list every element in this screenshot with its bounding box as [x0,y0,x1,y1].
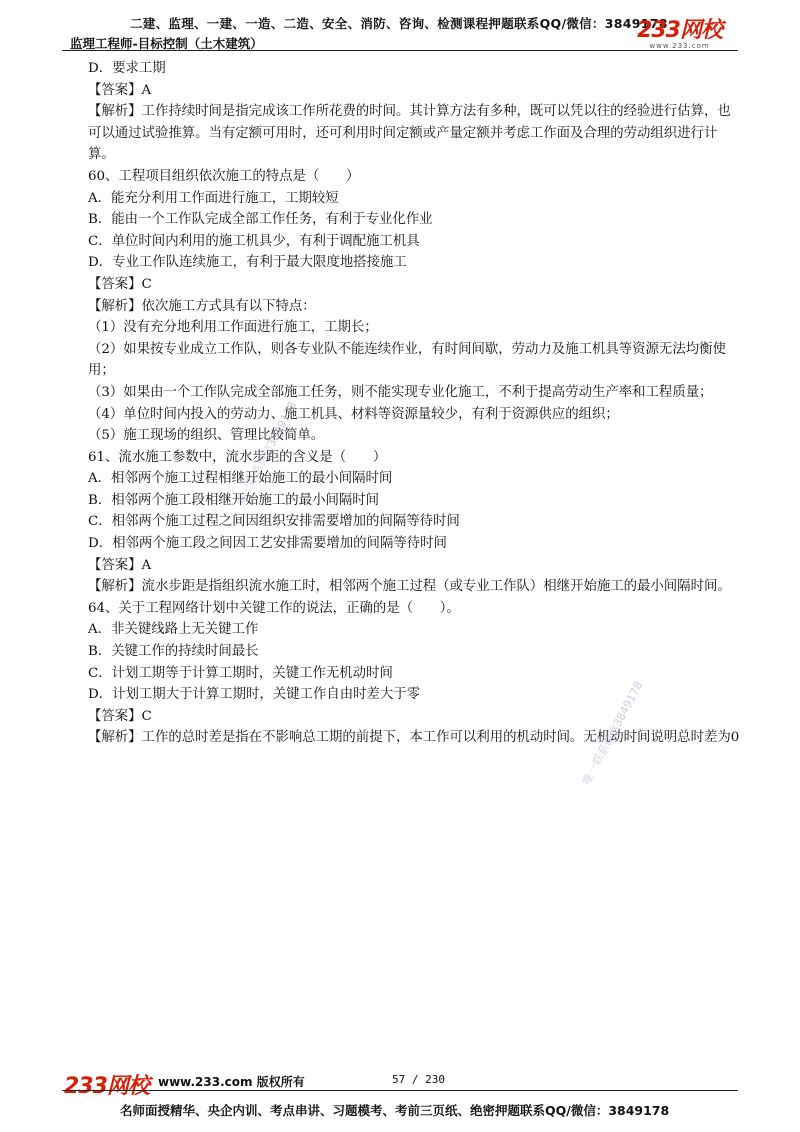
logo-url: www.233.com [649,42,710,50]
answer: 【答案】C [88,708,152,724]
option: A．相邻两个施工过程相继开始施工的最小间隔时间 [88,471,393,487]
document-body [88,58,743,749]
option: C．计划工期等于计算工期时，关键工作无机动时间 [88,665,393,681]
text-line: D．要求工期 [88,61,166,76]
answer: 【答案】A [88,557,152,573]
option: D．计划工期大于计算工期时，关键工作自由时差大于零 [88,687,421,703]
analysis: 【解析】工作的总时差是指在不影响总工期的前提下，本工作可以利用的机动时间。无机动时间说明总时差为0 [88,730,740,746]
question-title: 61、流水施工参数中，流水步距的含义是（ ） [88,449,387,465]
text-line: （4）单位时间内投入的劳动力、施工机具、材料等资源量较少，有利于资源供应的组织； [88,406,619,422]
option: C．单位时间内利用的施工机具少，有利于调配施工机具 [88,233,420,249]
text-line: （3）如果由一个工作队完成全部施工任务，则不能实现专业化施工，不利于提高劳动生产率和工程质量； [88,384,713,400]
footer-rule [62,1090,738,1091]
footer-site: www.233.com 版权所有 [158,1075,305,1089]
text-line: （1）没有充分地利用工作面进行施工，工期长； [88,320,378,336]
option: D．相邻两个施工段之间因工艺安排需要增加的间隔等待时间 [88,536,447,552]
option: C．相邻两个施工过程之间因组织安排需要增加的间隔等待时间 [88,514,460,530]
text-line: （5）施工现场的组织、管理比较简单。 [88,428,325,444]
footer-logo: 233网校 [64,1074,149,1099]
text-line: 【解析】工作持续时间是指完成该工作所花费的时间。其计算方法有多种，既可以凭以往的经验进行估算，也可以通过试验推算。当有定额可用时，还可利用时间定额或产量定额并考虑工作面及合理的劳动组织进行计算。 [88,104,731,163]
option: A．能充分利用工作面进行施工，工期较短 [88,190,339,206]
brand-logo [637,20,722,50]
analysis: 【解析】流水步距是指组织流水施工时，相邻两个施工过程（或专业工作队）相继开始施工的最小间隔时间。 [88,579,731,595]
option: B．相邻两个施工段相继开始施工的最小间隔时间 [88,492,380,508]
header-contact-line: 二建、监理、一建、一造、二造、安全、消防、咨询、检测课程押题联系QQ/微信：3849178 [130,16,668,31]
watermark: 唯一联系微信3849178 [233,399,300,508]
footer-contact-line: 名师面授精华、央企内训、考点串讲、习题模考、考前三页纸、绝密押题联系QQ/微信：3849178 [120,1103,670,1118]
text-line: 【答案】A [88,82,152,98]
option: D．专业工作队连续施工，有利于最大限度地搭接施工 [88,255,407,271]
question-title: 60、工程项目组织依次施工的特点是（ ） [88,168,360,184]
option: B．能由一个工作队完成全部工作任务，有利于专业化作业 [88,212,433,228]
page-number: 57 / 230 [392,1073,445,1086]
question-title: 64、关于工程网络计划中关键工作的说法，正确的是（ ）。 [88,600,460,616]
header-rule [62,50,738,51]
analysis: 【解析】依次施工方式具有以下特点： [88,298,316,314]
watermark: 唯一联系微信3849178 [579,679,646,788]
document-subtitle: 监理工程师-目标控制（土木建筑） [70,36,263,51]
answer: 【答案】C [88,276,152,292]
text-line: （2）如果按专业成立工作队，则各专业队不能连续作业，有时间间歇，劳动力及施工机具等资源无法均衡使用； [88,341,726,379]
option: A．非关键线路上无关键工作 [88,622,259,638]
logo-text: 233网校 [637,18,722,43]
option: B．关键工作的持续时间最长 [88,644,259,660]
